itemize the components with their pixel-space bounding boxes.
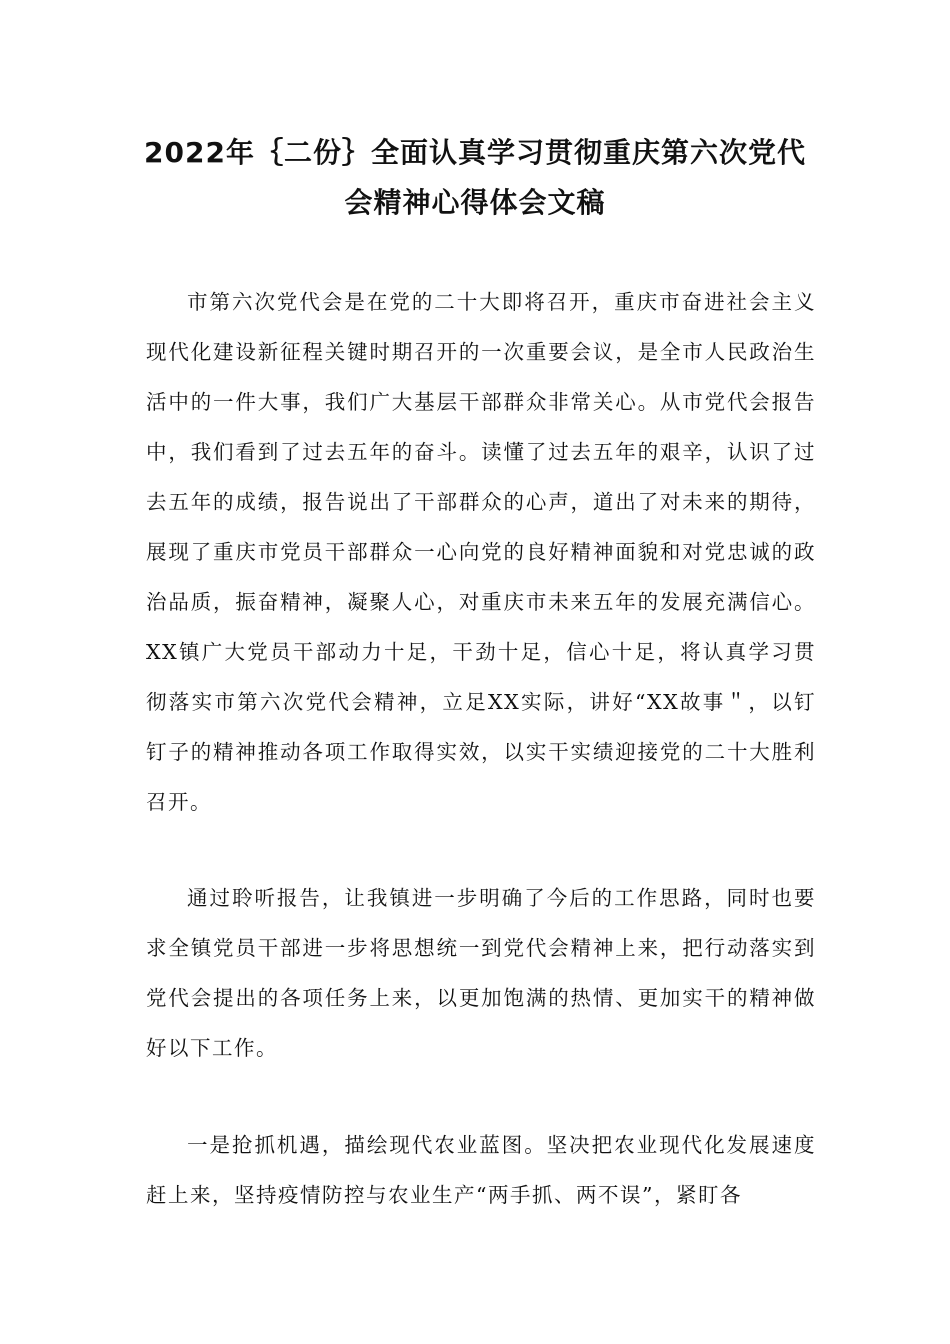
- document-title: [130, 128, 820, 228]
- title-line-1: 2022年｛二份｝全面认真学习贯彻重庆第六次党代: [144, 136, 806, 169]
- paragraph-point-one: 一是抢抓机遇，描绘现代农业蓝图。坚决把农业现代化发展速度赶上来，坚持疫情防控与农业生产“两手抓、两不误”，紧盯各: [146, 1133, 816, 1207]
- paragraph-work-plan: 通过聆听报告，让我镇进一步明确了今后的工作思路，同时也要求全镇党员干部进一步将思想统一到党代会精神上来，把行动落实到党代会提出的各项任务上来，以更加饱满的热情、更加实干的精神做好以下工作。: [146, 886, 816, 1060]
- paragraph-intro: 市第六次党代会是在党的二十大即将召开，重庆市奋进社会主义现代化建设新征程关键时期召开的一次重要会议，是全市人民政治生活中的一件大事，我们广大基层干部群众非常关心。从市党代会报告中，我们看到了过去五年的奋斗。读懂了过去五年的艰辛，认识了过去五年的成绩，报告说出了干部群众的心声，道出了对未来的期待，展现了重庆市党员干部群众一心向党的良好精神面貌和对党忠诚的政治品质，振奋精神，凝聚人心，对重庆市未来五年的发展充满信心。XX镇广大党员干部动力十足，干劲十足，信心十足，将认真学习贯彻落实市第六次党代会精神，立足XX实际，讲好“XX故事＂，以钉钉子的精神推动各项工作取得实效，以实干实绩迎接党的二十大胜利召开。: [146, 290, 816, 814]
- title-line-2: 会精神心得体会文稿: [344, 186, 606, 219]
